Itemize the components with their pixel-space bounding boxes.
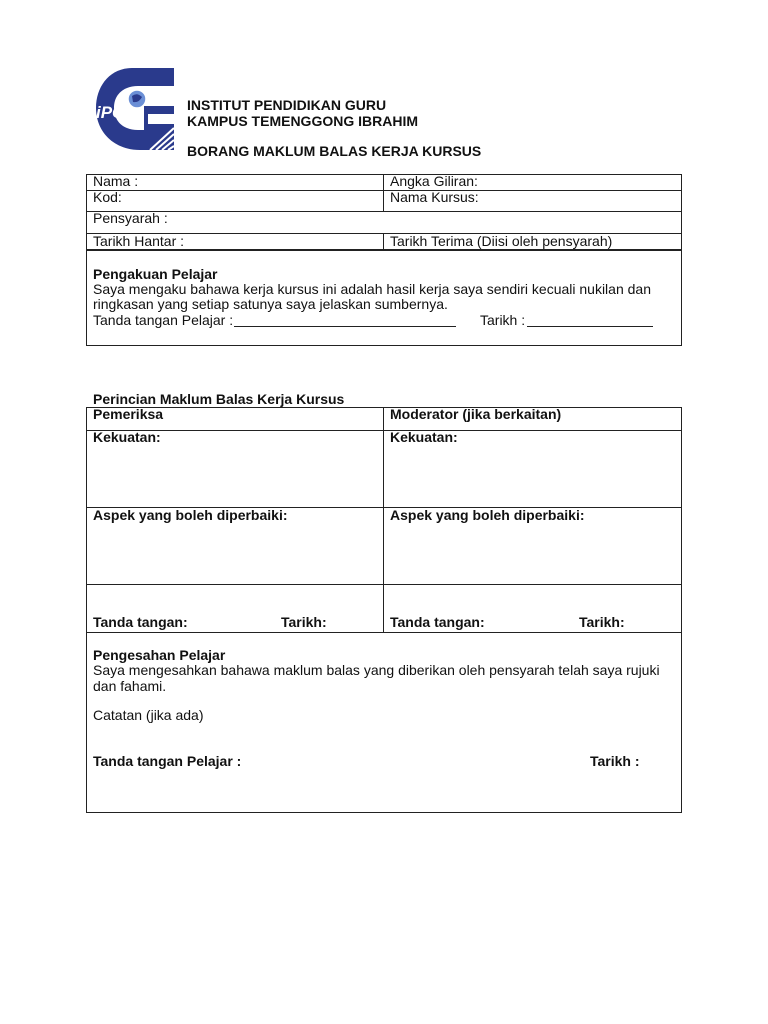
student-signature-line xyxy=(234,326,456,327)
form-title: BORANG MAKLUM BALAS KERJA KURSUS xyxy=(187,143,482,159)
kod-label: Kod: xyxy=(93,189,122,205)
declaration-text-line1: Saya mengaku bahawa kerja kursus ini adalah hasil kerja saya sendiri kecuali nukilan dan xyxy=(93,281,651,297)
moderator-strengths-label: Kekuatan: xyxy=(390,429,458,445)
endorsement-signature-label: Tanda tangan Pelajar : xyxy=(93,753,242,769)
tarikh-terima-label: Tarikh Terima (Diisi oleh pensyarah) xyxy=(390,233,613,249)
examiner-improvement-label: Aspek yang boleh diperbaiki: xyxy=(93,507,288,523)
institute-name-line2: KAMPUS TEMENGGONG IBRAHIM xyxy=(187,113,418,129)
logo-text: iPG xyxy=(96,103,126,122)
endorsement-heading: Pengesahan Pelajar xyxy=(93,647,226,663)
tarikh-hantar-label: Tarikh Hantar : xyxy=(93,233,185,249)
ipg-logo xyxy=(92,66,178,152)
declaration-date-line xyxy=(527,326,653,327)
feedback-section-title: Perincian Maklum Balas Kerja Kursus xyxy=(93,391,345,407)
nama-label: Nama : xyxy=(93,173,139,189)
declaration-text-line2: ringkasan yang setiap satunya saya jelaskan sumbernya. xyxy=(93,296,448,312)
student-signature-label: Tanda tangan Pelajar : xyxy=(93,312,234,328)
examiner-column-header: Pemeriksa xyxy=(93,406,164,422)
angka-giliran-label: Angka Giliran: xyxy=(390,173,478,189)
moderator-improvement-label: Aspek yang boleh diperbaiki: xyxy=(390,507,585,523)
moderator-signature-label: Tanda tangan: xyxy=(390,614,485,630)
moderator-column-header: Moderator (jika berkaitan) xyxy=(390,406,562,422)
pensyarah-label: Pensyarah : xyxy=(93,210,168,226)
institute-name-line1: INSTITUT PENDIDIKAN GURU xyxy=(187,97,387,113)
declaration-heading: Pengakuan Pelajar xyxy=(93,266,218,282)
notes-label: Catatan (jika ada) xyxy=(93,707,204,723)
nama-kursus-label: Nama Kursus: xyxy=(390,189,479,205)
endorsement-date-label: Tarikh : xyxy=(590,753,640,769)
examiner-date-label: Tarikh: xyxy=(281,614,327,630)
examiner-signature-label: Tanda tangan: xyxy=(93,614,188,630)
moderator-date-label: Tarikh: xyxy=(579,614,625,630)
endorsement-text-line1: Saya mengesahkan bahawa maklum balas yang diberikan oleh pensyarah telah saya rujuki xyxy=(93,662,660,678)
declaration-date-label: Tarikh : xyxy=(480,312,526,328)
endorsement-text-line2: dan fahami. xyxy=(93,678,167,694)
ipg-logo-icon xyxy=(92,66,178,152)
examiner-strengths-label: Kekuatan: xyxy=(93,429,161,445)
